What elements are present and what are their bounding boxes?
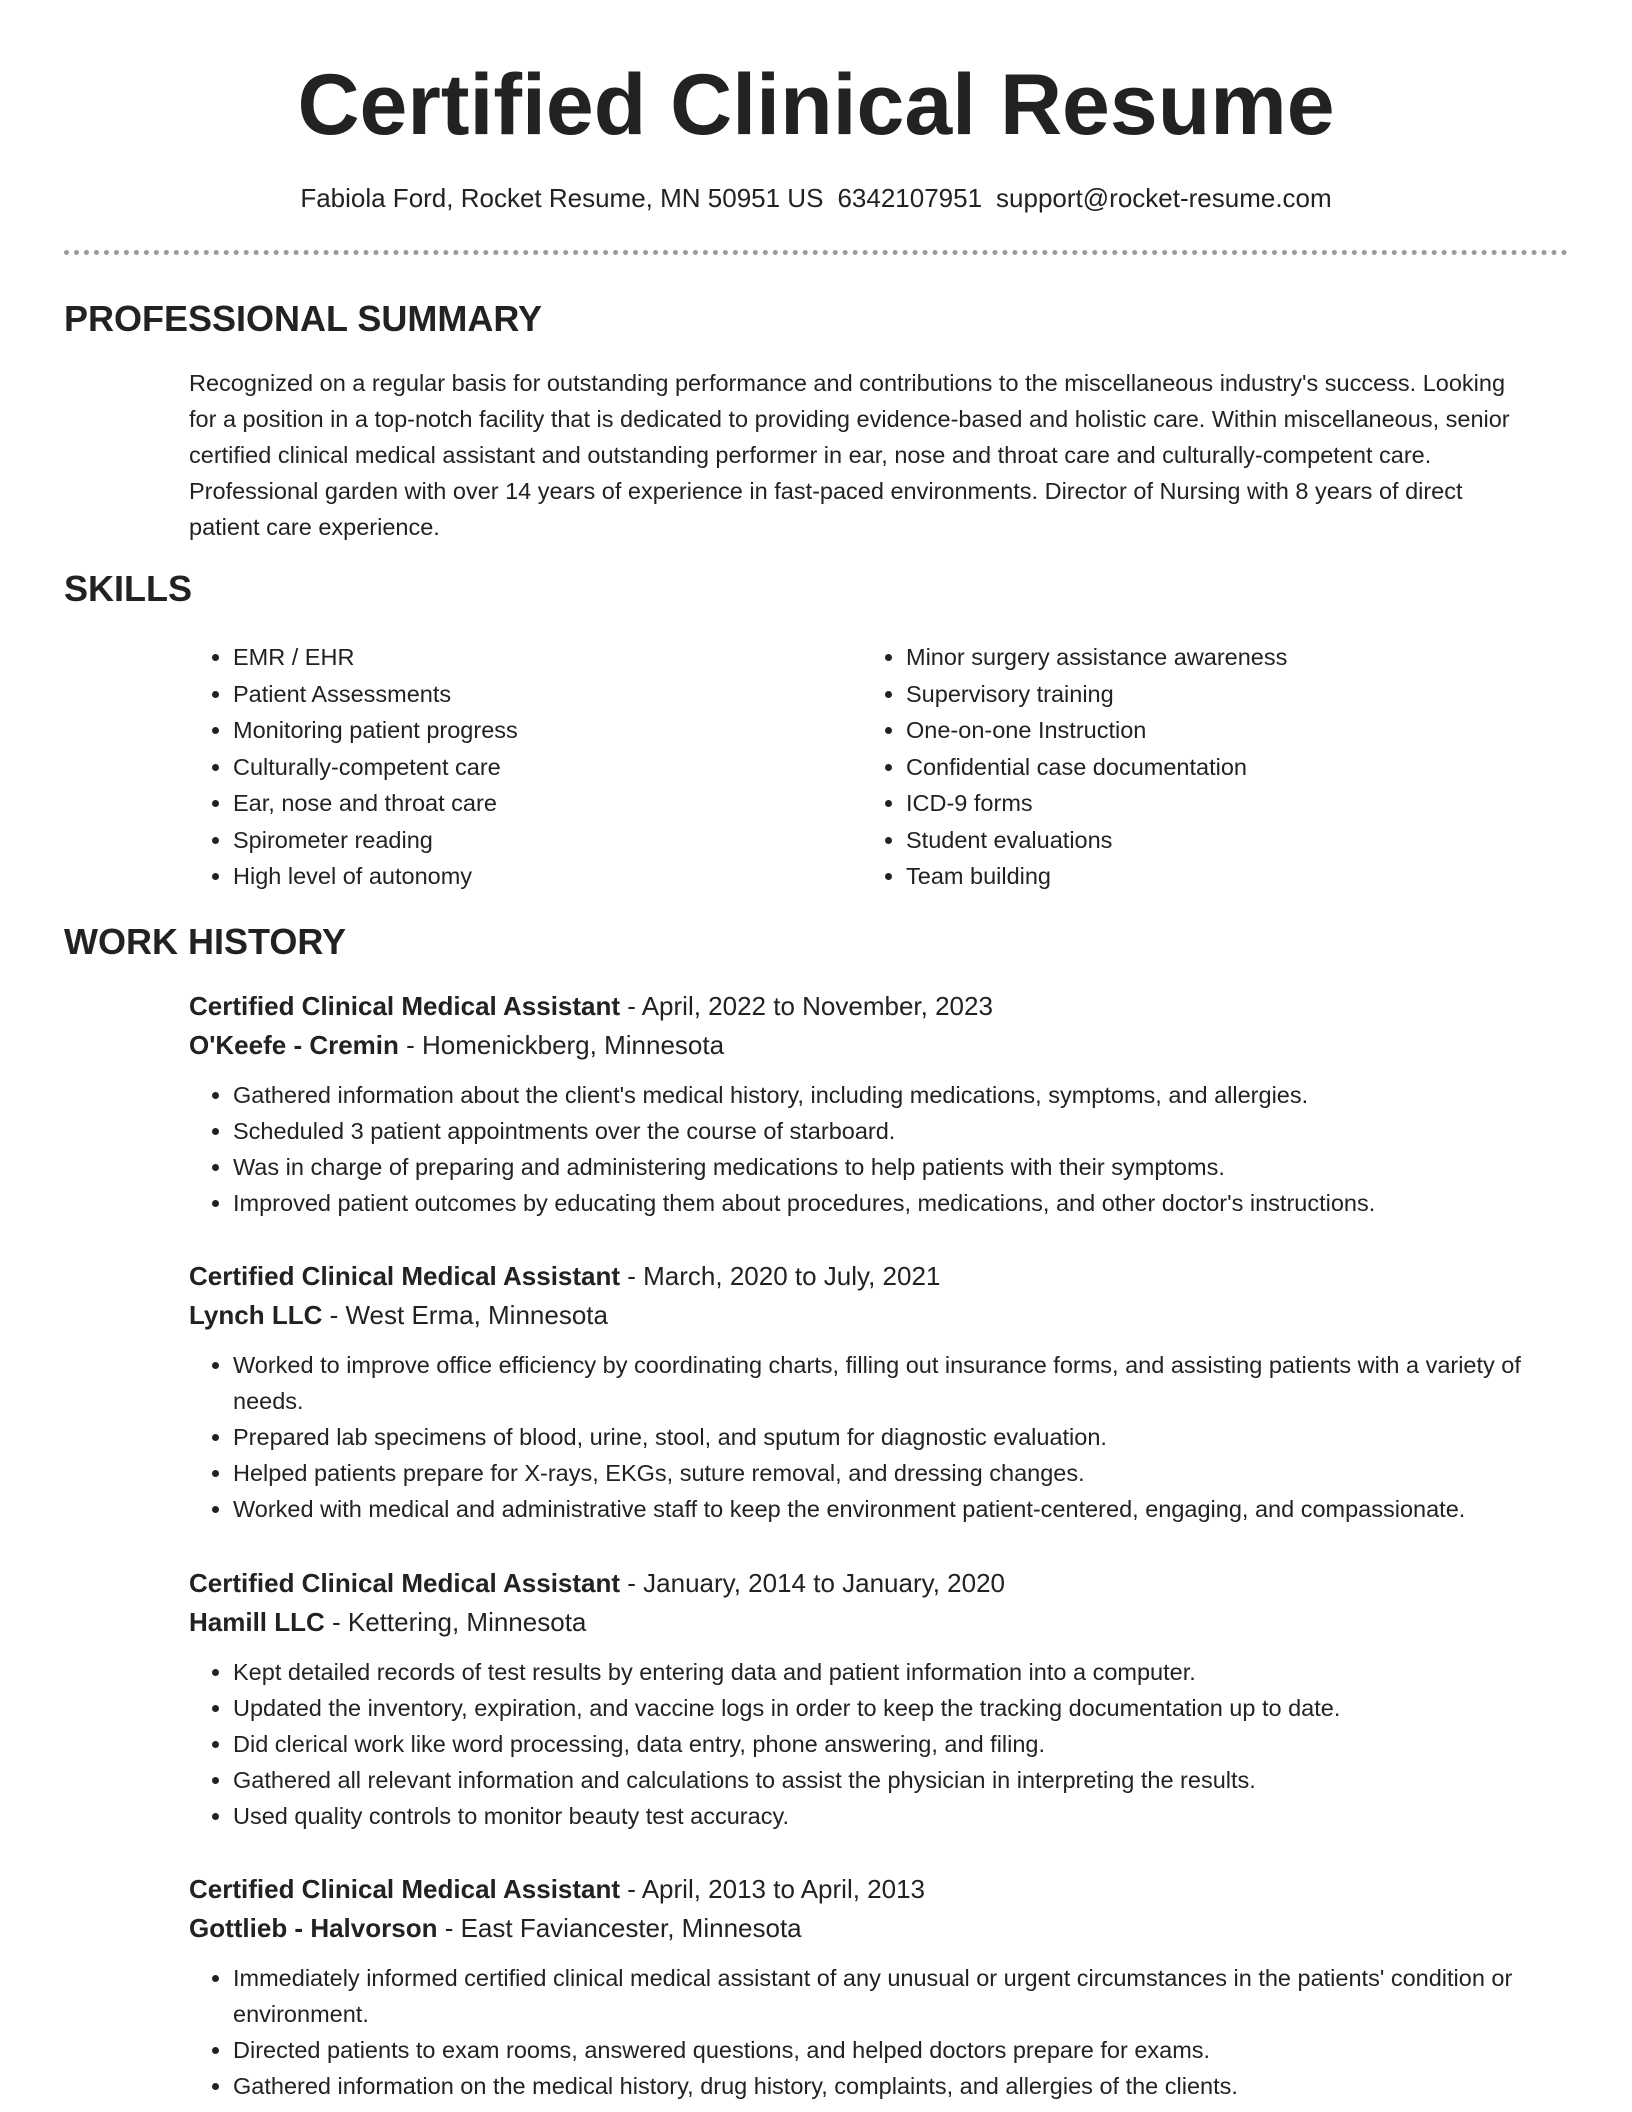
job-bullet: • Gathered information about the client's medical history, including medications, symptoms, and allergies. <box>233 1077 1569 1113</box>
job-bullets <box>189 1960 1569 2104</box>
job-title: Certified Clinical Medical Assistant <box>189 1568 621 1598</box>
skill-item: • One-on-one Instruction <box>906 712 1566 749</box>
skills-list-left <box>189 639 853 895</box>
job-entry <box>189 1870 1569 2104</box>
job-bullet: • Improved patient outcomes by educating them about procedures, medications, and other doctor's instructions. <box>233 1185 1569 1221</box>
skill-item: • Monitoring patient progress <box>233 712 853 749</box>
job-company-line <box>189 1908 1569 1948</box>
header-divider <box>64 250 1568 255</box>
job-bullet: • Kept detailed records of test results by entering data and patient information into a computer. <box>233 1654 1569 1690</box>
skill-item: • High level of autonomy <box>233 858 853 895</box>
job-title: Certified Clinical Medical Assistant <box>189 991 621 1021</box>
job-company: Hamill LLC <box>189 1607 325 1637</box>
job-bullet: • Worked to improve office efficiency by coordinating charts, filling out insurance forms, and assisting patients with a variety of needs. <box>233 1347 1569 1419</box>
contact-email: support@rocket-resume.com <box>996 183 1332 213</box>
skill-item: • Ear, nose and throat care <box>233 785 853 822</box>
skill-item: • ICD-9 forms <box>906 785 1566 822</box>
job-entry <box>189 1564 1569 1834</box>
job-bullet: • Worked with medical and administrative staff to keep the environment patient-centered, engaging, and compassionate. <box>233 1491 1569 1527</box>
skills-heading: SKILLS <box>64 568 193 609</box>
job-dates: - April, 2022 to November, 2023 <box>620 991 993 1021</box>
job-company-line <box>189 1025 1569 1065</box>
summary-text: Recognized on a regular basis for outstanding performance and contributions to the miscellaneous industry's success. Looking for a position in a top-notch facility that is dedicated to providing evidence-based and holistic care. Within miscellaneous, senior certified clinical medical assistant and outstanding performer in ear, nose and throat care and culturally-competent care. Professional garden with over 14 years of experience in fast-paced environments. Director of Nursing with 8 years of direct patient care experience. <box>189 370 1510 540</box>
job-bullet: • Used quality controls to monitor beauty test accuracy. <box>233 1798 1569 1834</box>
skill-item: • Minor surgery assistance awareness <box>906 639 1566 676</box>
skill-item: • Confidential case documentation <box>906 749 1566 786</box>
skill-item: • Spirometer reading <box>233 822 853 859</box>
job-bullet: • Immediately informed certified clinical medical assistant of any unusual or urgent circumstances in the patients' condition or environment. <box>233 1960 1569 2032</box>
job-bullet: • Updated the inventory, expiration, and vaccine logs in order to keep the tracking documentation up to date. <box>233 1690 1569 1726</box>
job-bullet: • Helped patients prepare for X-rays, EKGs, suture removal, and dressing changes. <box>233 1455 1569 1491</box>
job-company: O'Keefe - Cremin <box>189 1030 399 1060</box>
job-entry <box>189 1257 1569 1527</box>
job-bullet: • Gathered information on the medical history, drug history, complaints, and allergies of the clients. <box>233 2068 1569 2104</box>
resume-title: Certified Clinical Resume <box>297 57 1335 153</box>
job-bullets <box>189 1654 1569 1834</box>
skill-item: • Team building <box>906 858 1566 895</box>
skill-item: • Patient Assessments <box>233 676 853 713</box>
contact-line <box>0 180 1632 216</box>
job-location: - East Faviancester, Minnesota <box>437 1913 802 1943</box>
job-bullet: • Directed patients to exam rooms, answered questions, and helped doctors prepare for exams. <box>233 2032 1569 2068</box>
job-bullet: • Was in charge of preparing and administering medications to help patients with their symptoms. <box>233 1149 1569 1185</box>
skill-item: • Student evaluations <box>906 822 1566 859</box>
summary-heading: PROFESSIONAL SUMMARY <box>64 298 543 339</box>
job-title-line <box>189 1257 1569 1295</box>
job-bullets <box>189 1347 1569 1527</box>
work-history-heading: WORK HISTORY <box>64 921 347 962</box>
job-bullet: • Prepared lab specimens of blood, urine, stool, and sputum for diagnostic evaluation. <box>233 1419 1569 1455</box>
skills-list-right <box>862 639 1566 895</box>
job-location: - West Erma, Minnesota <box>322 1300 608 1330</box>
job-company-line <box>189 1295 1569 1335</box>
job-title: Certified Clinical Medical Assistant <box>189 1874 621 1904</box>
job-company: Lynch LLC <box>189 1300 323 1330</box>
job-title-line <box>189 1870 1569 1908</box>
skill-item: • EMR / EHR <box>233 639 853 676</box>
job-title-line <box>189 1564 1569 1602</box>
job-bullet: • Gathered all relevant information and calculations to assist the physician in interpreting the results. <box>233 1762 1569 1798</box>
job-entry <box>189 987 1569 1221</box>
job-dates: - April, 2013 to April, 2013 <box>620 1874 926 1904</box>
job-bullet: • Scheduled 3 patient appointments over the course of starboard. <box>233 1113 1569 1149</box>
job-company: Gottlieb - Halvorson <box>189 1913 438 1943</box>
job-title-line <box>189 987 1569 1025</box>
job-bullet: • Did clerical work like word processing, data entry, phone answering, and filing. <box>233 1726 1569 1762</box>
skill-item: • Supervisory training <box>906 676 1566 713</box>
job-location: - Homenickberg, Minnesota <box>398 1030 725 1060</box>
job-title: Certified Clinical Medical Assistant <box>189 1261 621 1291</box>
skill-item: • Culturally-competent care <box>233 749 853 786</box>
contact-address: Fabiola Ford, Rocket Resume, MN 50951 US <box>300 183 824 213</box>
contact-phone: 6342107951 <box>837 183 983 213</box>
job-dates: - January, 2014 to January, 2020 <box>620 1568 1005 1598</box>
job-company-line <box>189 1602 1569 1642</box>
job-bullets <box>189 1077 1569 1221</box>
job-dates: - March, 2020 to July, 2021 <box>620 1261 941 1291</box>
job-location: - Kettering, Minnesota <box>324 1607 587 1637</box>
